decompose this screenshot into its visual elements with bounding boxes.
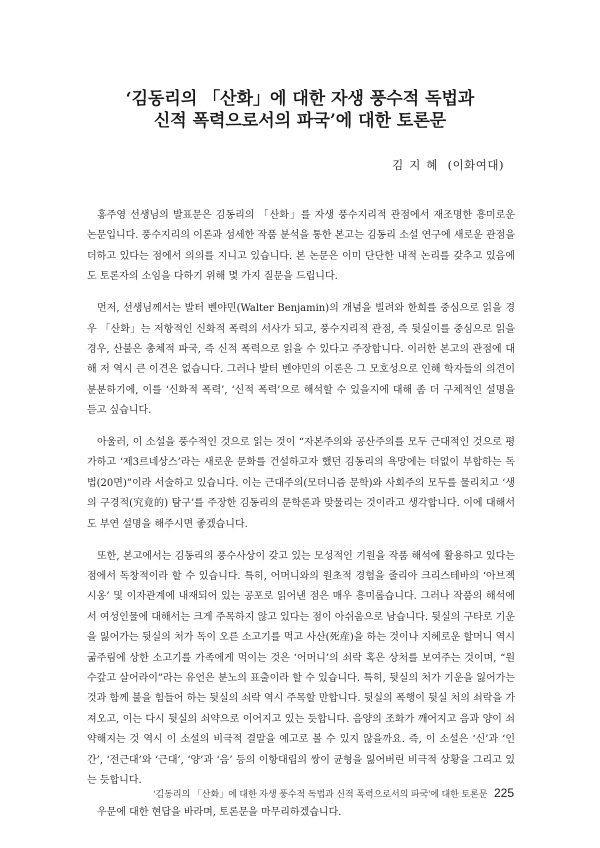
paragraph-intro: 홍주영 선생님의 발표문은 김동리의 「산화」를 자생 풍수지리적 관점에서 재조명한 흥미로운 논문입니다. 풍수지리의 이론과 섬세한 작품 분석을 통한 본고는 김동리 소설 연구에 새로운 관점을 더하고 있다는 점에서 의의를 지니고 있습니다. 본 논문은 이미 단단한 내적 논리를 갖추고 있음에도 토론자의 소임을 다하기 위해 몇 가지 질문을 드립니다. bbox=[87, 210, 515, 283]
page-title bbox=[0, 88, 600, 132]
author-affiliation: (이화여대) bbox=[447, 158, 504, 172]
paragraph-question-2: 아울러, 이 소설을 풍수적인 것으로 읽는 것이 “자본주의와 공산주의를 모두 근대적인 것으로 평가하고 ‘제3르네상스’라는 새로운 문화를 건설하고자 했던 김동리의 욕망에는 더없이 부합하는 독법(20면)”이라 서술하고 있습니다. 이는 근대주의(모더니즘 문학)와 사회주의 모두를 물리치고 ‘생의 구경적(究竟的) 탐구’를 주장한 김동리의 문학론과 맞물리는 것이라고 생각합니다. 이에 대해서도 부연 설명을 해주시면 좋겠습니다. bbox=[87, 437, 515, 530]
title-line-2: 신적 폭력으로서의 파국’에 대한 토론문 bbox=[153, 111, 447, 131]
author-byline bbox=[392, 157, 504, 173]
running-title: ‘김동리의 「산화」에 대한 자생 풍수적 독법과 신적 폭력으로서의 파국’에 대한 토론문 bbox=[153, 789, 488, 799]
page-number: 225 bbox=[493, 786, 514, 800]
paragraph-closing: 우문에 대한 현답을 바라며, 토론문을 마무리하겠습니다. bbox=[97, 806, 342, 818]
author-name: 김지혜 bbox=[392, 158, 444, 172]
page-footer bbox=[154, 786, 514, 800]
title-line-1: ‘김동리의 「산화」에 대한 자생 풍수적 독법과 bbox=[125, 89, 475, 109]
paragraph-question-3: 또한, 본고에서는 김동리의 풍수사상이 갖고 있는 모성적인 기원을 작품 해석에 활용하고 있다는 점에서 독창적이라 할 수 있습니다. 특히, 어머니와의 원초적 경험을 줄리아 크리스테바의 ‘아브젝시옹’ 및 이자관계에 내재되어 있는 공포로 읽어낸 점은 매우 흥미롭습니다. 그러나 작품의 해석에서 여성인물에 대해서는 크게 주목하지 않고 있다는 점이 아쉬움으로 남습니다. 뒷실의 구타로 기운을 잃어가는 뒷실의 처가 독이 오른 소고기를 먹고 사산(死産)을 하는 것이나 지혜로운 할머니 역시 굶주림에 상한 소고기를 가족에게 먹이는 것은 ‘어머니’의 쇠락 혹은 상처를 보여주는 것이며, “원수갚고 살어라이”라는 유언은 분노의 표출이라 할 수 있습니다. 특히, 뒷실의 처가 기운을 잃어가는 것과 함께 불을 힘들어 하는 뒷실의 쇠락 역시 주목할 만합니다. 뒷실의 폭행이 뒷실 처의 쇠락을 가져오고, 이는 다시 뒷실의 쇠약으로 이어지고 있는 듯합니다. 음양의 조화가 깨어지고 음과 양이 쇠약해지는 것 역시 이 소설의 비극적 결말을 예고로 볼 수 있지 않을까요. 즉, 이 소설은 ‘신’과 ‘인간’, ‘전근대’와 ‘근대’, ‘양’과 ‘음’ 등의 이항대립의 쌍이 균형을 잃어버린 비극적 상황을 그리고 있는 듯합니다. bbox=[87, 550, 515, 787]
body-text bbox=[87, 206, 515, 823]
paragraph-question-1: 먼저, 선생님께서는 발터 벤야민(Walter Benjamin)의 개념을 빌려와 한희를 중심으로 읽을 경우 「산화」는 저항적인 신화적 폭력의 서사가 되고, 풍수지리적 관점, 즉 뒷실이를 중심으로 읽을 경우, 산불은 총체적 파국, 즉 신적 폭력으로 읽을 수 있다고 주장합니다. 이러한 본고의 관점에 대해 저 역시 큰 이견은 없습니다. 그러나 발터 벤야민의 이론은 그 모호성으로 인해 학자들의 의견이 분분하기에, 이를 ‘신화적 폭력’, ‘신적 폭력’으로 해석할 수 있을지에 대해 좀 더 구체적인 설명을 듣고 싶습니다. bbox=[87, 303, 515, 417]
